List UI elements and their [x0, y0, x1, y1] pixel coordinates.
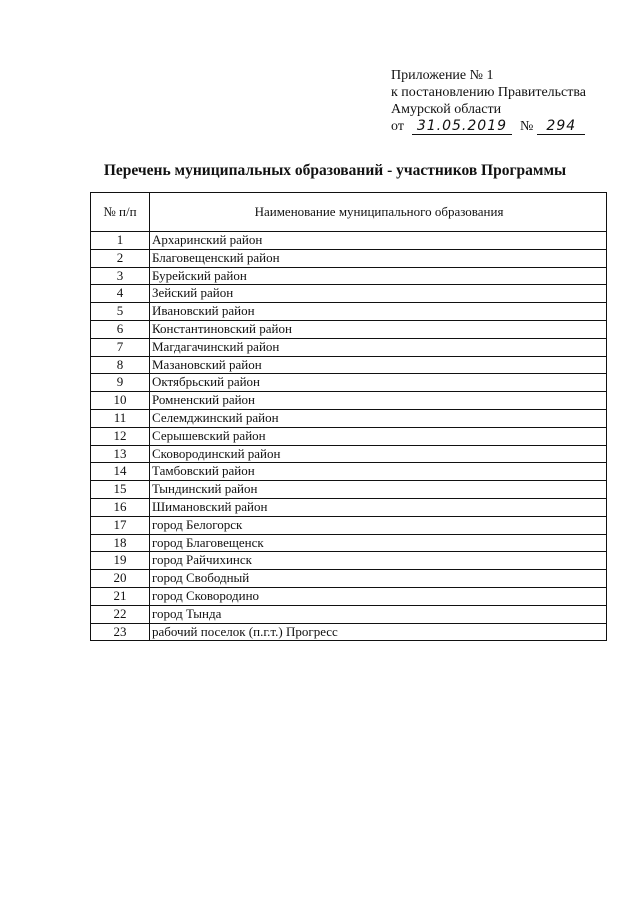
row-number: 1 — [91, 232, 150, 250]
row-number: 2 — [91, 249, 150, 267]
table-row — [91, 267, 607, 285]
row-number: 15 — [91, 481, 150, 499]
table-row — [91, 356, 607, 374]
municipalities-table — [90, 192, 607, 641]
row-number: 4 — [91, 285, 150, 303]
annex-date-row — [391, 118, 586, 135]
row-municipality-name: Архаринский район — [150, 232, 607, 250]
header-name: Наименование муниципального образования — [150, 193, 607, 232]
row-number: 20 — [91, 570, 150, 588]
row-municipality-name: город Свободный — [150, 570, 607, 588]
table-row — [91, 374, 607, 392]
table-row — [91, 570, 607, 588]
table-row — [91, 303, 607, 321]
document-title: Перечень муниципальных образований - участников Программы — [103, 162, 567, 179]
row-number: 5 — [91, 303, 150, 321]
row-municipality-name: рабочий поселок (п.г.т.) Прогресс — [150, 623, 607, 641]
row-municipality-name: Серышевский район — [150, 427, 607, 445]
row-number: 14 — [91, 463, 150, 481]
table-row — [91, 481, 607, 499]
number-label: № — [519, 119, 534, 134]
header-number: № п/п — [91, 193, 150, 232]
row-municipality-name: город Белогорск — [150, 516, 607, 534]
row-municipality-name: Бурейский район — [150, 267, 607, 285]
row-number: 21 — [91, 587, 150, 605]
table-row — [91, 285, 607, 303]
row-municipality-name: город Тында — [150, 605, 607, 623]
table-row — [91, 392, 607, 410]
row-number: 16 — [91, 498, 150, 516]
row-municipality-name: Ромненский район — [150, 392, 607, 410]
row-number: 13 — [91, 445, 150, 463]
row-municipality-name: Магдагачинский район — [150, 338, 607, 356]
row-number: 23 — [91, 623, 150, 641]
table-row — [91, 516, 607, 534]
annex-header — [391, 67, 586, 135]
row-municipality-name: Благовещенский район — [150, 249, 607, 267]
table-header-row — [91, 193, 607, 232]
row-number: 19 — [91, 552, 150, 570]
row-number: 12 — [91, 427, 150, 445]
row-number: 7 — [91, 338, 150, 356]
table-row — [91, 409, 607, 427]
row-municipality-name: город Сковородино — [150, 587, 607, 605]
table-row — [91, 534, 607, 552]
table-row — [91, 249, 607, 267]
table-body — [91, 232, 607, 641]
row-number: 10 — [91, 392, 150, 410]
annex-region: Амурской области — [391, 102, 502, 117]
table-row — [91, 463, 607, 481]
row-municipality-name: Шимановский район — [150, 498, 607, 516]
row-municipality-name: Сковородинский район — [150, 445, 607, 463]
row-number: 11 — [91, 409, 150, 427]
table-row — [91, 552, 607, 570]
row-municipality-name: Ивановский район — [150, 303, 607, 321]
row-municipality-name: город Благовещенск — [150, 534, 607, 552]
row-municipality-name: Селемджинский район — [150, 409, 607, 427]
table-row — [91, 338, 607, 356]
table-row — [91, 232, 607, 250]
row-municipality-name: Константиновский район — [150, 320, 607, 338]
table-row — [91, 623, 607, 641]
table-row — [91, 320, 607, 338]
row-number: 17 — [91, 516, 150, 534]
table-row — [91, 498, 607, 516]
handwritten-date: 31.05.2019 — [412, 119, 512, 135]
row-number: 9 — [91, 374, 150, 392]
table-row — [91, 605, 607, 623]
row-municipality-name: Зейский район — [150, 285, 607, 303]
annex-resolution-ref: к постановлению Правительства — [391, 85, 587, 100]
row-municipality-name: Октябрьский район — [150, 374, 607, 392]
table-row — [91, 427, 607, 445]
row-number: 8 — [91, 356, 150, 374]
handwritten-number: 294 — [537, 119, 585, 135]
table-row — [91, 587, 607, 605]
row-municipality-name: Тамбовский район — [150, 463, 607, 481]
annex-number: Приложение № 1 — [391, 68, 494, 83]
row-number: 6 — [91, 320, 150, 338]
row-municipality-name: Мазановский район — [150, 356, 607, 374]
row-number: 18 — [91, 534, 150, 552]
row-number: 3 — [91, 267, 150, 285]
table-row — [91, 445, 607, 463]
row-municipality-name: Тындинский район — [150, 481, 607, 499]
from-label: от — [391, 119, 404, 134]
row-municipality-name: город Райчихинск — [150, 552, 607, 570]
row-number: 22 — [91, 605, 150, 623]
